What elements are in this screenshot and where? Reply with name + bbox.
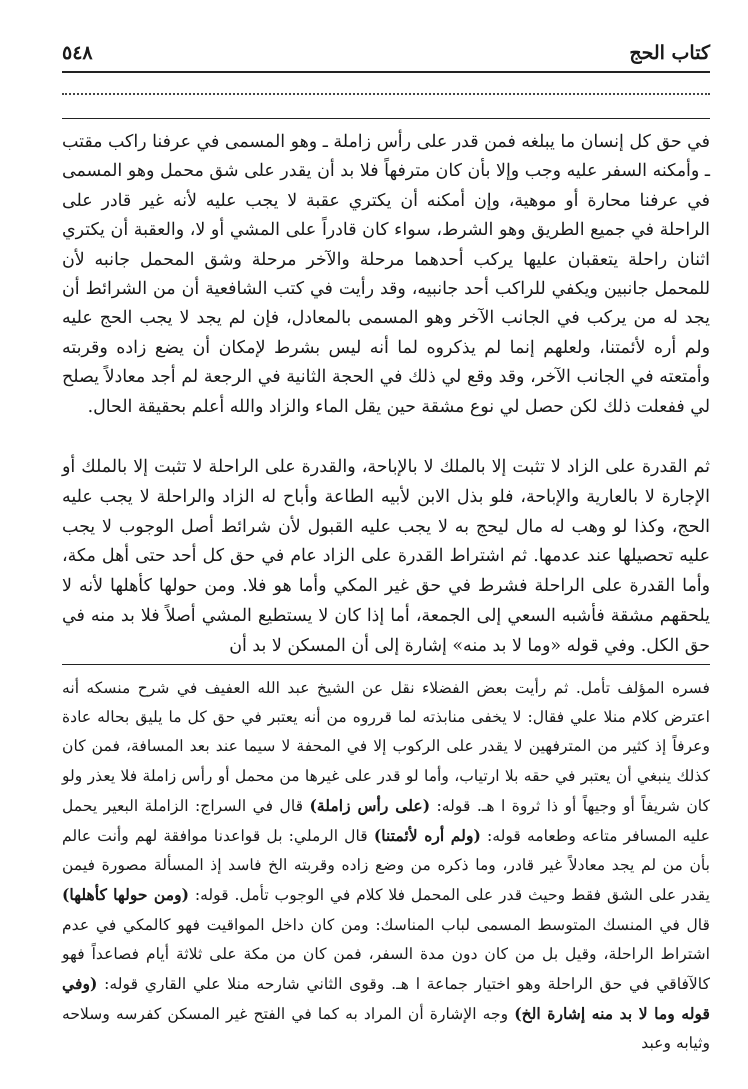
paragraph-1: في حق كل إنسان ما يبلغه فمن قدر على رأس زاملة ـ وهو المسمى في عرفنا راكب مقتب ـ وأمكنه السفر عليه وجب وإلا بأن كان مترفهاً فلا بد أن يقدر على شق محمل وهو المسمى في عرفنا محارة أو موهية، وإن أمكنه أن يكتري عقبة لا يجب عليه لأنه غير قادر على الراحلة في جميع الطريق وهو الشرط، سواء كان قادراً على المشي أو لا، والعقبة أن يكتري اثنان راحلة يتعقبان عليها يركب أحدهما مرحلة والآخر مرحلة وشق المحمل جانبه لأن للمحمل جانبين ويكفي للراكب أحد جانبيه، وقد رأيت في كتب الشافعية أن من الشرائط أن يجد له من يركب في الجانب الآخر وهو المسمى بالمعادل، فإن لم يجد لا يجب الحج عليه ولم أره لأئمتنا، ولعلهم إنما لم يذكروه لما أنه ليس بشرط لإمكان أن يضع زاده وقربته وأمتعته في الجانب الآخر، وقد وقع لي ذلك في الحجة الثانية في الرجعة لم أجد معادلاً يصلح لي ففعلت ذلك لكن حصل لي نوع مشقة حين يقل الماء والزاد والله أعلم بحقيقة الحال. (62, 132, 710, 417)
footnote-text (62, 674, 710, 1059)
text-separator-rule (62, 118, 710, 119)
footnote-quote-2: (ولم أره لأئمتنا) (373, 826, 481, 846)
header-rule (62, 71, 710, 73)
main-text-block-1 (62, 128, 710, 422)
running-title: كتاب الحج (629, 42, 710, 64)
page-header (62, 40, 710, 70)
footnote-part-5: وجه الإشارة أن المراد به كما في الفتح غير المسكن كفرسه وسلاحه وثيابه وعبد (62, 1005, 710, 1053)
footnote-part-2: قال في السراج: الزاملة البعير يحمل عليه المسافر متاعه وطعامه قوله: (62, 796, 710, 846)
footnote-quote-1: (على رأس زاملة) (309, 795, 431, 815)
footnote-part-1: فسره المؤلف تأمل. ثم رأيت بعض الفضلاء نقل عن الشيخ عبد الله العفيف في شرح منسكه أنه اعترض كلام منلا علي فقال: لا يخفى منابذته لما قرروه من أنه يعتبر في حق كل ما يليق بحاله عادة وعرفاً إذ كثير من المترفهين لا يقدر على الركوب إلا في المحفة لا سيما عند بعد المسافة، فمن كان كذلك ينبغي أن يعتبر في حقه بلا ارتياب، وأما لو قدر على غيرها من محمل أو رأس زاملة فلا يعذر ولو كان شريفاً أو وجيهاً أو ذا ثروة ا هـ. قوله: (62, 679, 710, 815)
footnote-rule (62, 664, 710, 665)
footnote-part-4: قال في المنسك المتوسط المسمى لباب المناسك: ومن كان داخل المواقيت فهو كالمكي في عدم اشتراط الراحلة، وقيل بل من كان دون مدة السفر، فمن كان من مكة على ثلاثة أيام فصاعداً فهو كالآفاقي في حق الراحلة وهو اختيار جماعة ا هـ. وقوى الثاني شارحه منلا علي القاري قوله: (62, 915, 710, 994)
footnote-quote-4: (وفي قوله وما لا بد منه إشارة الخ) (62, 974, 710, 1024)
main-text-block-2 (62, 453, 710, 662)
footnote-part-3: قال الرملي: بل قواعدنا موافقة لهم وأنت عالم بأن من لم يجد معادلاً غير قادر، وما ذكره من وضع زاده وقربته الخ فاسد إذ المسألة مصورة فيمن يقدر على الشق فقط وحيث قدر على المحمل فلا كلام في الوجوب تأمل. قوله: (62, 827, 710, 905)
page-number: ٥٤٨ (62, 42, 93, 64)
paragraph-2: ثم القدرة على الزاد لا تثبت إلا بالملك لا بالإباحة، والقدرة على الراحلة لا تثبت إلا بالملك أو الإجارة لا بالعارية والإباحة، فلو بذل الابن لأبيه الطاعة وأباح له الزاد والراحلة لا يجب عليه الحج، وكذا لو وهب له مال ليحج به لا يجب عليه القبول لأن شرائط أصل الوجوب لا يجب عليه تحصيلها عند عدمها. ثم اشتراط القدرة على الزاد عام في حق كل أحد حتى أهل مكة، وأما القدرة على الراحلة فشرط في حق غير المكي وأما هو فلا. ومن حولها كأهلها لأنه لا يلحقهم مشقة فأشبه السعي إلى الجمعة، أما إذا كان لا يستطيع المشي أصلاً فلا بد منه في حق الكل. وفي قوله «وما لا بد منه» إشارة إلى أن المسكن لا بد أن (62, 457, 710, 656)
footnote-quote-3: (ومن حولها كأهلها) (62, 885, 189, 905)
dotted-separator (62, 93, 710, 95)
footnote (62, 674, 710, 1059)
